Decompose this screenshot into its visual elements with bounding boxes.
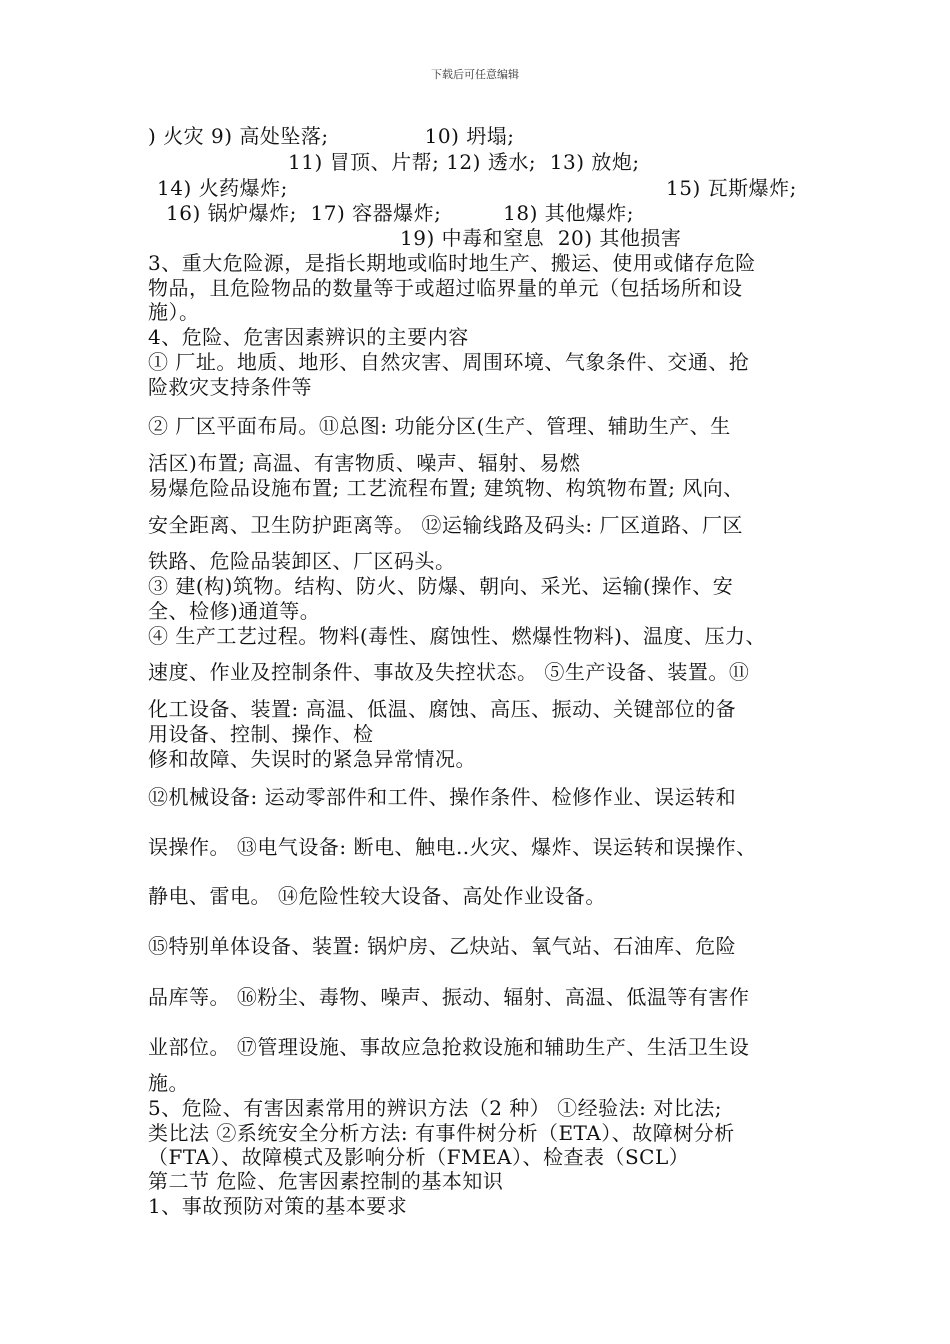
text-line: 险救灾支持条件等: [148, 375, 312, 399]
text-line: 全、检修)通道等。: [148, 599, 321, 623]
text-line: 铁路、危险品装卸区、厂区码头。: [148, 549, 456, 573]
text-line: （FTA）、故障模式及影响分析（FMEA）、检查表（SCL）: [148, 1145, 690, 1169]
text-line: 3、重大危险源，是指长期地或临时地生产、搬运、使用或储存危险: [148, 251, 756, 275]
text-line: 品库等。 ⑯粉尘、毒物、噪声、振动、辐射、高温、低温等有害作: [148, 985, 750, 1009]
text-line: 类比法 ②系统安全分析方法: 有事件树分析（ETA）、故障树分析: [148, 1121, 735, 1145]
text-line: 活区)布置; 高温、有害物质、噪声、辐射、易燃: [148, 451, 581, 475]
text-line: 速度、作业及控制条件、事故及失控状态。 ⑤生产设备、装置。⑪: [148, 660, 750, 684]
text-line: ① 厂址。地质、地形、自然灾害、周围环境、气象条件、交通、抢: [148, 350, 750, 374]
text-line: 修和故障、失误时的紧急异常情况。: [148, 747, 476, 771]
text-line: 16) 锅炉爆炸; 17) 容器爆炸; 18) 其他爆炸;: [166, 201, 634, 225]
page-header: 下载后可任意编辑: [431, 68, 519, 81]
text-line: 误操作。 ⑬电气设备: 断电、触电..火灾、爆炸、误运转和误操作、: [148, 835, 757, 859]
text-line: ⑫机械设备: 运动零部件和工件、操作条件、检修作业、误运转和: [148, 785, 737, 809]
text-line: 14) 火药爆炸;: [157, 176, 288, 200]
text-line: ④ 生产工艺过程。物料(毒性、腐蚀性、燃爆性物料)、温度、压力、: [148, 624, 766, 648]
text-line: 安全距离、卫生防护距离等。 ⑫运输线路及码头: 厂区道路、厂区: [148, 513, 743, 537]
text-line: 1、事故预防对策的基本要求: [148, 1194, 408, 1218]
text-line: 业部位。 ⑰管理设施、事故应急抢救设施和辅助生产、生活卫生设: [148, 1035, 750, 1059]
text-line: 15) 瓦斯爆炸;: [666, 176, 797, 200]
text-line: ③ 建(构)筑物。结构、防火、防爆、朝向、采光、运输(操作、安: [148, 574, 734, 598]
text-line: 易爆危险品设施布置; 工艺流程布置; 建筑物、构筑物布置; 风向、: [148, 476, 744, 500]
text-line: 静电、雷电。 ⑭危险性较大设备、高处作业设备。: [148, 884, 606, 908]
text-line: 施。: [148, 1071, 189, 1095]
text-line: 4、危险、危害因素辨识的主要内容: [148, 325, 469, 349]
text-line: 化工设备、装置: 高温、低温、腐蚀、高压、振动、关键部位的备: [148, 697, 737, 721]
text-line: 19) 中毒和窒息 20) 其他损害: [400, 226, 682, 250]
text-line: ⑮特别单体设备、装置: 锅炉房、乙炔站、氧气站、石油库、危险: [148, 934, 737, 958]
text-line: 物品，且危险物品的数量等于或超过临界量的单元（包括场所和设: [148, 276, 743, 300]
text-line: ) 火灾 9) 高处坠落; 10) 坍塌;: [148, 124, 515, 148]
text-line: ② 厂区平面布局。⑪总图: 功能分区(生产、管理、辅助生产、生: [148, 414, 731, 438]
text-line: 施）。: [148, 300, 200, 324]
text-line: 11) 冒顶、片帮; 12) 透水; 13) 放炮;: [288, 150, 640, 174]
text-line: 5、危险、有害因素常用的辨识方法（2 种） ①经验法: 对比法;: [148, 1096, 722, 1120]
text-line: 用设备、控制、操作、检: [148, 722, 374, 746]
text-line: 第二节 危险、危害因素控制的基本知识: [148, 1169, 504, 1193]
